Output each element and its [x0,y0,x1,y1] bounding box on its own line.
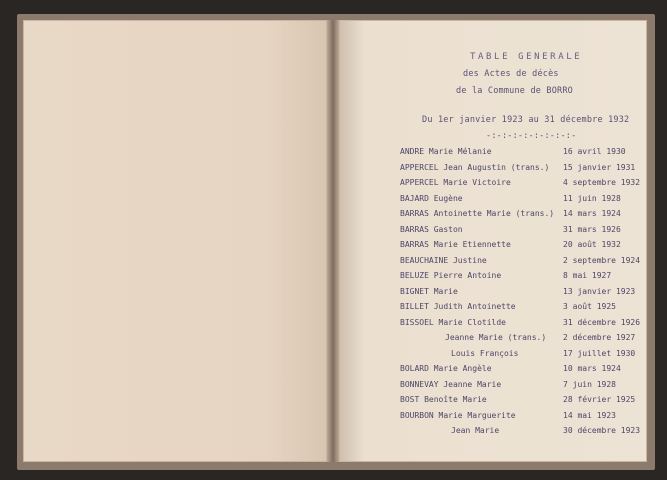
entry-date: 3 août 1925 [563,302,616,311]
entry-date: 30 décembre 1923 [563,426,641,435]
entry-date: 2 décembre 1927 [563,333,636,342]
entry-name: BARRAS Antoinette Marie (trans.) [400,209,555,218]
entry-name: BOURBON Marie Marguerite [400,410,516,420]
entry-row [340,302,648,316]
entry-name: BARRAS Marie Etiennette [400,240,511,249]
entry-row [340,395,648,409]
entry-name: BARRAS Gaston [400,224,463,234]
register-separator: -:-:-:-:-:-:-:-:- [486,131,577,141]
entry-date: 7 juin 1928 [563,379,616,389]
entry-date: 14 mars 1924 [563,209,621,218]
entry-row [340,364,648,378]
entry-row [340,426,648,440]
entry-name: BIGNET Marie [400,286,458,296]
entry-row [340,147,648,161]
entry-row [340,380,648,394]
entry-date: 13 janvier 1923 [563,286,636,296]
entry-row [340,256,648,270]
book-spine [327,20,339,462]
register-subtitle: des Actes de décès [463,69,559,79]
entry-date: 15 janvier 1931 [563,162,636,172]
entry-row [340,163,648,177]
entry-date: 11 juin 1928 [563,193,621,203]
entry-date: 31 mars 1926 [563,224,621,234]
entry-date: 2 septembre 1924 [563,255,641,265]
entry-name: Jean Marie [451,426,500,435]
entry-name: BISSOEL Marie Clotilde [400,317,506,327]
entry-row [340,318,648,332]
entry-name: BILLET Judith Antoinette [400,302,516,311]
entry-date: 28 février 1925 [563,395,636,404]
entry-row [340,333,648,347]
entry-name: BONNEVAY Jeanne Marie [400,379,502,389]
entry-row [340,225,648,239]
entry-row [340,271,648,285]
entry-name: APPERCEL Jean Augustin (trans.) [400,162,550,172]
register-commune: de la Commune de BORRO [456,86,573,96]
entry-name: BEAUCHAINE Justine [400,255,487,265]
entry-date: 14 mai 1923 [563,410,616,420]
entry-name: BOLARD Marie Angèle [400,364,492,373]
entry-date: 10 mars 1924 [563,364,621,373]
entry-date: 8 mai 1927 [563,271,612,280]
entry-name: ANDRE Marie Mélanie [400,147,492,156]
entry-name: BOST Benoîte Marie [400,395,487,404]
entry-row [340,240,648,254]
entry-name: Louis François [451,348,519,358]
entry-date: 4 septembre 1932 [563,178,641,187]
entry-name: BAJARD Eugène [400,193,463,203]
entry-date: 20 août 1932 [563,240,621,249]
entry-name: Jeanne Marie (trans.) [445,333,547,342]
entry-row [340,194,648,208]
entry-date: 17 juillet 1930 [563,348,636,358]
entry-row [340,411,648,425]
entry-row [340,209,648,223]
entry-date: 31 décembre 1926 [563,317,641,327]
register-period: Du 1er janvier 1923 au 31 décembre 1932 [422,115,630,125]
book [17,14,655,470]
left-page [23,20,327,462]
register-title: TABLE GENERALE [470,52,583,62]
entry-name: BELUZE Pierre Antoine [400,271,502,280]
entry-row [340,287,648,301]
entry-name: APPERCEL Marie Victoire [400,178,511,187]
entry-row [340,349,648,363]
entry-row [340,178,648,192]
entry-date: 16 avril 1930 [563,147,626,156]
right-page [339,20,647,462]
